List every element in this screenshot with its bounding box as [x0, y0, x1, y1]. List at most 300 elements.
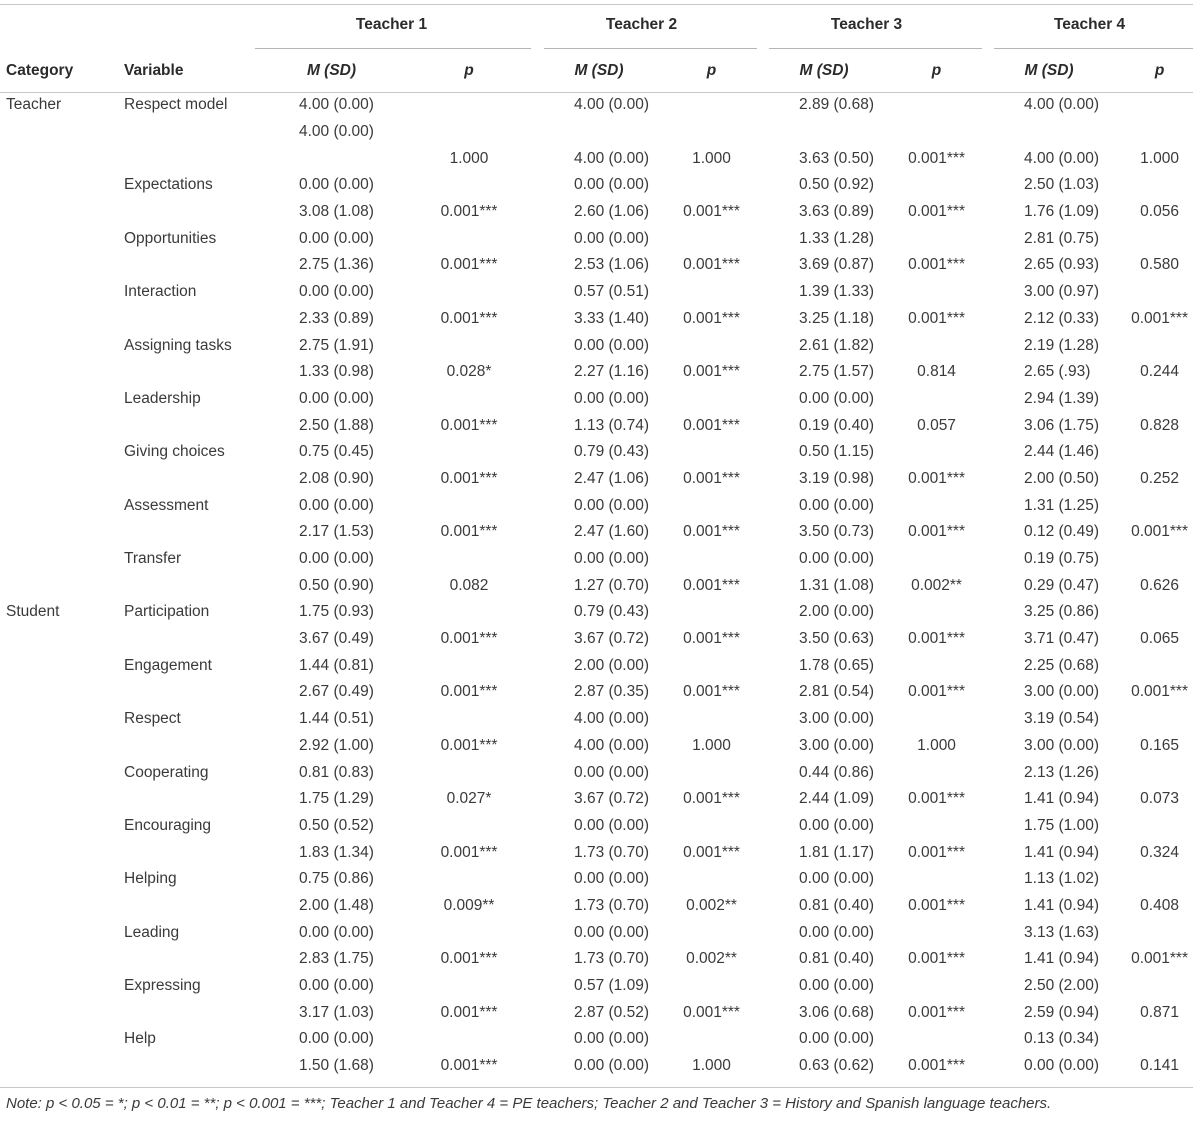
teacher-2-p-cell — [669, 386, 754, 413]
teacher-2-p-cell — [669, 813, 754, 840]
teacher-3-p-cell: 0.057 — [917, 416, 956, 434]
category-cell: Teacher — [6, 96, 62, 114]
table-row — [0, 279, 1200, 306]
teacher-1-p-cell — [409, 546, 529, 573]
teacher-4-p-cell — [1119, 279, 1200, 306]
table-note: Note: p < 0.05 = *; p < 0.01 = **; p < 0.001 = ***; Teacher 1 and Teacher 4 = PE teachers; Teacher 2 and Teacher 3 = History and Spanish language teachers. — [6, 1095, 1052, 1112]
teacher-4-msd-cell: 3.13 (1.63) — [1024, 923, 1100, 941]
teacher-3-msd-cell: 3.06 (0.68) — [799, 1003, 874, 1021]
teacher-2-msd-cell: 0.00 (0.00) — [574, 923, 649, 941]
teacher-2-p-cell — [669, 92, 754, 119]
teacher-3-p-cell — [894, 599, 979, 626]
teacher-4-p-cell: 0.408 — [1140, 896, 1179, 914]
category-cell — [0, 626, 112, 653]
teacher-3-msd-cell: 0.00 (0.00) — [799, 977, 874, 995]
teacher-4-msd-cell: 2.00 (0.50) — [1024, 469, 1100, 487]
teacher-2-p-cell — [669, 706, 754, 733]
teacher-4-p-cell — [1119, 119, 1200, 146]
variable-cell — [112, 252, 254, 279]
teacher-4-p-cell — [1119, 172, 1200, 199]
teacher-2-p-cell — [669, 439, 754, 466]
variable-cell: Respect — [124, 710, 181, 728]
teacher-3-p-cell: 0.001*** — [908, 256, 965, 274]
teacher-1-p-cell: 0.001*** — [440, 736, 498, 754]
teacher-4-msd-cell: 2.94 (1.39) — [1024, 389, 1100, 407]
teacher-3-msd-cell: 3.25 (1.18) — [799, 309, 874, 327]
category-cell — [0, 306, 112, 333]
teacher-2-msd-cell: 4.00 (0.00) — [574, 149, 649, 167]
teacher-3-msd-cell: 3.63 (0.89) — [799, 203, 874, 221]
teacher-2-msd-cell: 0.57 (0.51) — [574, 283, 649, 301]
teacher-4-msd-cell: 1.75 (1.00) — [1024, 816, 1100, 834]
teacher-3-p-cell: 0.814 — [917, 363, 956, 381]
teacher-4-msd-cell: 4.00 (0.00) — [1024, 149, 1100, 167]
teacher-3-p-cell — [894, 332, 979, 359]
teacher-3-msd-cell: 3.69 (0.87) — [799, 256, 874, 274]
variable-cell: Leadership — [124, 389, 201, 407]
teacher-2-msd-cell: 0.00 (0.00) — [574, 1030, 649, 1048]
teacher-2-msd-cell: 0.00 (0.00) — [574, 389, 649, 407]
teacher-1-p-cell: 0.001*** — [440, 523, 498, 541]
teacher-1-msd-cell: 1.44 (0.81) — [299, 656, 374, 674]
variable-cell — [112, 893, 254, 920]
variable-cell — [112, 786, 254, 813]
teacher-4-p-cell: 0.244 — [1140, 363, 1179, 381]
teacher-4-p-cell: 0.141 — [1140, 1057, 1179, 1075]
teacher-4-msd-cell: 0.13 (0.34) — [1024, 1030, 1100, 1048]
teacher-3-p-cell: 0.001*** — [908, 149, 965, 167]
variable-cell — [112, 519, 254, 546]
table-row — [0, 759, 1200, 786]
teacher-3-msd-cell: 2.61 (1.82) — [799, 336, 874, 354]
teacher-2-msd-cell: 2.00 (0.00) — [574, 656, 649, 674]
variable-cell: Transfer — [124, 550, 182, 568]
teacher-2-p-cell: 1.000 — [692, 149, 731, 167]
teacher-4-p-cell — [1119, 759, 1200, 786]
teacher-3-msd-cell: 3.19 (0.98) — [799, 469, 874, 487]
teacher-4-msd-cell: 3.19 (0.54) — [1024, 710, 1100, 728]
category-cell — [0, 1053, 112, 1080]
teacher-4-p-cell — [1119, 973, 1200, 1000]
teacher-2-p-cell: 1.000 — [692, 736, 731, 754]
teacher-4-msd-cell: 2.12 (0.33) — [1024, 309, 1100, 327]
teacher-4-p-cell: 0.580 — [1140, 256, 1179, 274]
variable-cell — [112, 733, 254, 760]
teacher-2-p-cell — [669, 492, 754, 519]
category-cell — [0, 706, 112, 733]
teacher-4-p-cell: 0.056 — [1140, 203, 1179, 221]
teacher-2-msd-cell: 3.67 (0.72) — [574, 630, 649, 648]
variable-cell — [112, 839, 254, 866]
category-cell — [0, 172, 112, 199]
teacher-1-p-cell: 0.001*** — [440, 416, 498, 434]
table-row — [0, 999, 1200, 1026]
teacher-4-msd-cell: 4.00 (0.00) — [1024, 96, 1100, 114]
teacher-2-msd-cell: 3.33 (1.40) — [574, 309, 649, 327]
teacher-2-p-cell: 0.001*** — [683, 309, 740, 327]
teacher-1-msd-cell: 2.83 (1.75) — [299, 950, 374, 968]
variable-cell — [112, 466, 254, 493]
category-cell — [0, 439, 112, 466]
teacher-1-msd-cell: 4.00 (0.00) — [299, 96, 374, 114]
table-row — [0, 492, 1200, 519]
table-row — [0, 225, 1200, 252]
teacher-1-p-cell: 0.001*** — [440, 950, 498, 968]
teacher-1-msd-cell: 0.81 (0.83) — [299, 763, 374, 781]
teacher-1-p-cell — [409, 706, 529, 733]
teacher-1-p-cell — [409, 866, 529, 893]
variable-cell — [112, 572, 254, 599]
teacher-2-msd-cell: 2.47 (1.60) — [574, 523, 649, 541]
teacher-1-p-cell: 0.001*** — [440, 469, 498, 487]
table-row — [0, 706, 1200, 733]
teacher-1-p-cell — [409, 759, 529, 786]
teacher-3-p-cell: 0.001*** — [908, 1057, 965, 1075]
teacher-3-p-cell — [894, 919, 979, 946]
teacher-2-msd-cell: 4.00 (0.00) — [574, 96, 649, 114]
teacher-2-msd-cell: 2.27 (1.16) — [574, 363, 649, 381]
teacher-3-msd-cell: 2.00 (0.00) — [799, 603, 874, 621]
table-row — [0, 813, 1200, 840]
category-cell — [0, 119, 112, 146]
teacher-1-msd-cell: 2.50 (1.88) — [299, 416, 374, 434]
teacher-1-msd-cell: 0.00 (0.00) — [299, 283, 374, 301]
teacher-3-p-cell: 0.001*** — [908, 203, 965, 221]
teacher-4-msd-cell: 0.29 (0.47) — [1024, 576, 1100, 594]
variable-cell: Participation — [124, 603, 210, 621]
category-cell — [0, 999, 112, 1026]
teacher-1-p-cell — [409, 599, 529, 626]
teacher-1-p-cell: 0.001*** — [440, 203, 498, 221]
teacher-3-p-cell: 1.000 — [917, 736, 956, 754]
teacher-3-msd-cell: 0.00 (0.00) — [799, 389, 874, 407]
teacher-4-p-cell: 0.001*** — [1131, 950, 1188, 968]
teacher-4-msd-cell: 1.41 (0.94) — [1024, 843, 1100, 861]
teacher-3-msd-cell: 2.75 (1.57) — [799, 363, 874, 381]
teacher-3-msd-cell: 3.50 (0.73) — [799, 523, 874, 541]
teacher-3-msd-cell: 1.81 (1.17) — [799, 843, 874, 861]
teacher-4-p-cell — [1119, 332, 1200, 359]
teacher-2-p-cell — [669, 119, 754, 146]
teacher-1-p-cell — [409, 386, 529, 413]
category-cell — [0, 466, 112, 493]
teacher-1-p-cell: 0.027* — [446, 790, 492, 808]
table-row — [0, 306, 1200, 333]
table-row — [0, 946, 1200, 973]
teacher-2-p-cell — [669, 866, 754, 893]
teacher-1-msd-cell: 0.00 (0.00) — [299, 176, 374, 194]
variable-cell: Assessment — [124, 496, 209, 514]
teacher-3-p-cell: 0.001*** — [908, 950, 965, 968]
teacher-3-p-cell — [894, 973, 979, 1000]
teacher-1-p-cell — [409, 813, 529, 840]
teacher-3-p-cell — [894, 279, 979, 306]
table-row — [0, 786, 1200, 813]
teacher-1-msd-cell: 3.67 (0.49) — [299, 630, 374, 648]
teacher-1-msd-cell: 0.00 (0.00) — [299, 229, 374, 247]
teacher-1-msd-cell: 0.00 (0.00) — [299, 1030, 374, 1048]
teacher-4-p-cell — [1119, 706, 1200, 733]
teacher-4-p-cell — [1119, 225, 1200, 252]
table-row — [0, 92, 1200, 119]
variable-cell — [112, 199, 254, 226]
teacher-2-msd-cell: 0.00 (0.00) — [574, 176, 649, 194]
teacher-2-p-cell: 0.001*** — [683, 1003, 740, 1021]
teacher-1-msd-cell: 1.44 (0.51) — [299, 710, 374, 728]
teacher-4-msd-cell — [979, 119, 1119, 146]
teacher-2-msd-cell: 0.00 (0.00) — [574, 550, 649, 568]
teacher-4-p-cell: 0.073 — [1140, 790, 1179, 808]
teacher-1-p-cell — [409, 332, 529, 359]
variable-cell: Help — [124, 1030, 156, 1048]
teacher-2-p-cell: 0.001*** — [683, 630, 740, 648]
teacher-1-msd-cell: 0.00 (0.00) — [299, 977, 374, 995]
teacher-4-p-cell: 0.065 — [1140, 630, 1179, 648]
teacher-2-p-header: p — [706, 62, 717, 79]
teacher-1-msd-cell: 1.75 (1.29) — [299, 790, 374, 808]
teacher-4-msd-cell: 2.50 (2.00) — [1024, 977, 1100, 995]
teacher-1-p-cell — [409, 492, 529, 519]
category-cell — [0, 252, 112, 279]
teacher-4-msd-cell: 2.13 (1.26) — [1024, 763, 1100, 781]
variable-cell — [112, 359, 254, 386]
variable-cell: Opportunities — [124, 229, 217, 247]
teacher-3-p-cell — [894, 386, 979, 413]
teacher-4-msd-cell: 0.19 (0.75) — [1024, 550, 1100, 568]
teacher-4-msd-cell: 3.71 (0.47) — [1024, 630, 1100, 648]
teacher-4-msd-cell: 1.31 (1.25) — [1024, 496, 1100, 514]
teacher-2-p-cell: 0.001*** — [683, 790, 740, 808]
teacher-1-p-cell: 1.000 — [449, 149, 489, 167]
teacher-4-p-header: p — [1154, 62, 1165, 79]
category-cell — [0, 279, 112, 306]
teacher-3-p-cell: 0.001*** — [908, 1003, 965, 1021]
category-cell — [0, 412, 112, 439]
table-row — [0, 119, 1200, 146]
teacher-2-p-cell — [669, 225, 754, 252]
teacher-2-msd-cell: 0.00 (0.00) — [574, 870, 649, 888]
table-row — [0, 679, 1200, 706]
table-row — [0, 519, 1200, 546]
teacher-3-msd-cell: 0.50 (1.15) — [799, 443, 874, 461]
teacher-4-msd-cell: 0.00 (0.00) — [1024, 1057, 1100, 1075]
teacher-3-p-cell — [894, 706, 979, 733]
variable-cell — [112, 679, 254, 706]
teacher-4-p-cell: 0.001*** — [1131, 309, 1188, 327]
teacher-1-msd-cell: 0.75 (0.86) — [299, 870, 374, 888]
teacher-1-p-cell — [409, 439, 529, 466]
teacher-3-msd-cell: 1.78 (0.65) — [799, 656, 874, 674]
teacher-1-p-cell — [409, 279, 529, 306]
teacher-2-p-cell: 0.001*** — [683, 576, 740, 594]
teacher-2-p-cell — [669, 919, 754, 946]
teacher-3-p-cell — [894, 1026, 979, 1053]
category-cell — [0, 893, 112, 920]
teacher-4-p-cell: 0.001*** — [1131, 683, 1188, 701]
category-cell — [0, 332, 112, 359]
category-cell — [0, 786, 112, 813]
table-row — [0, 546, 1200, 573]
teacher-2-msd-cell: 2.87 (0.52) — [574, 1003, 649, 1021]
variable-cell — [112, 626, 254, 653]
teacher-4-msd-cell: 0.12 (0.49) — [1024, 523, 1100, 541]
teacher-2-p-cell — [669, 279, 754, 306]
table-row — [0, 919, 1200, 946]
teacher-3-p-cell — [894, 759, 979, 786]
teacher-3-p-cell: 0.002** — [911, 576, 962, 594]
category-cell — [0, 145, 112, 172]
teacher-3-p-cell — [894, 546, 979, 573]
teacher-3-msd-cell: 3.63 (0.50) — [799, 149, 874, 167]
teacher-2-p-cell — [669, 1026, 754, 1053]
category-cell — [0, 519, 112, 546]
teacher-2-p-cell — [669, 172, 754, 199]
teacher-1-p-cell: 0.001*** — [440, 256, 498, 274]
teacher-2-p-cell — [669, 973, 754, 1000]
teacher-2-msd-cell: 0.57 (1.09) — [574, 977, 649, 995]
teacher-2-msd-cell: 4.00 (0.00) — [574, 710, 649, 728]
category-cell: Student — [6, 603, 60, 621]
teacher-2-msd-cell: 1.13 (0.74) — [574, 416, 649, 434]
teacher-2-msd-cell: 0.00 (0.00) — [574, 496, 649, 514]
teacher-1-msd-cell: 2.17 (1.53) — [299, 523, 374, 541]
teacher-4-p-cell — [1119, 866, 1200, 893]
variable-cell — [112, 306, 254, 333]
teacher-1-msd-cell: 1.33 (0.98) — [299, 363, 374, 381]
table-row — [0, 412, 1200, 439]
table-body — [0, 92, 1200, 1079]
teacher-4-msd-cell: 3.00 (0.00) — [1024, 683, 1100, 701]
variable-cell — [112, 145, 254, 172]
teacher-2-p-cell — [669, 332, 754, 359]
table-row — [0, 973, 1200, 1000]
variable-cell: Helping — [124, 870, 177, 888]
teacher-3-msd-cell: 3.00 (0.00) — [799, 710, 874, 728]
teacher-3-p-cell: 0.001*** — [908, 896, 965, 914]
teacher-3-msd-cell: 2.89 (0.68) — [799, 96, 874, 114]
teacher-3-msd-cell: 3.50 (0.63) — [799, 630, 874, 648]
table-row — [0, 733, 1200, 760]
teacher-4-msd-cell: 3.00 (0.97) — [1024, 283, 1100, 301]
teacher-4-msd-cell: 3.00 (0.00) — [1024, 736, 1100, 754]
teacher-1-msd-cell: 0.75 (0.45) — [299, 443, 374, 461]
category-cell — [0, 359, 112, 386]
teacher-3-msd-cell: 2.44 (1.09) — [799, 790, 874, 808]
teacher-2-p-cell: 0.001*** — [683, 843, 740, 861]
variable-cell: Respect model — [124, 96, 228, 114]
category-cell — [0, 759, 112, 786]
variable-cell: Interaction — [124, 283, 197, 301]
teacher-4-msd-cell: 3.25 (0.86) — [1024, 603, 1100, 621]
teacher-3-p-header: p — [931, 62, 942, 79]
teacher-1-p-cell: 0.001*** — [440, 1003, 498, 1021]
teacher-4-msd-cell: 2.59 (0.94) — [1024, 1003, 1100, 1021]
teacher-1-p-cell: 0.001*** — [440, 683, 498, 701]
column-header-row — [0, 50, 1200, 92]
teacher-3-msd-cell — [754, 119, 894, 146]
variable-cell: Expectations — [124, 176, 213, 194]
teacher-2-msd-cell: 0.00 (0.00) — [574, 816, 649, 834]
teacher-2-msd-cell: 2.87 (0.35) — [574, 683, 649, 701]
teacher-3-p-cell — [894, 492, 979, 519]
teacher-4-p-cell: 0.871 — [1140, 1003, 1179, 1021]
teacher-4-msd-cell: 2.44 (1.46) — [1024, 443, 1100, 461]
teacher-2-msd-cell: 1.73 (0.70) — [574, 843, 649, 861]
teacher-2-p-cell: 0.001*** — [683, 523, 740, 541]
teacher-2-p-cell: 1.000 — [692, 1057, 731, 1075]
teacher-1-p-cell: 0.009** — [443, 896, 495, 914]
variable-cell: Engagement — [124, 656, 212, 674]
teacher-3-msd-cell: 1.31 (1.08) — [799, 576, 874, 594]
teacher-4-msd-cell: 1.41 (0.94) — [1024, 790, 1100, 808]
teacher-2-p-cell: 0.001*** — [683, 469, 740, 487]
teacher-3-p-cell: 0.001*** — [908, 309, 965, 327]
teacher-1-msd-cell: 2.08 (0.90) — [299, 469, 374, 487]
teacher-2-p-cell: 0.002** — [686, 950, 737, 968]
teacher-3-p-cell: 0.001*** — [908, 843, 965, 861]
category-cell — [0, 572, 112, 599]
teacher-3-msd-cell: 0.00 (0.00) — [799, 550, 874, 568]
teacher-2-msd-cell: 0.00 (0.00) — [574, 763, 649, 781]
table-row — [0, 626, 1200, 653]
category-cell — [0, 839, 112, 866]
teacher-1-msd-cell: 2.67 (0.49) — [299, 683, 374, 701]
teacher-1-p-cell: 0.082 — [449, 576, 489, 594]
teacher-4-p-cell — [1119, 439, 1200, 466]
category-cell — [0, 546, 112, 573]
teacher-3-msd-cell: 0.50 (0.92) — [799, 176, 874, 194]
teacher-4-msd-cell: 2.81 (0.75) — [1024, 229, 1100, 247]
teacher-2-msd-cell: 2.47 (1.06) — [574, 469, 649, 487]
category-cell — [0, 679, 112, 706]
teacher-1-msd-cell: 0.50 (0.90) — [299, 576, 374, 594]
variable-header: Variable — [124, 62, 184, 79]
teacher-3-msd-cell: 1.33 (1.28) — [799, 229, 874, 247]
teacher-3-header: Teacher 3 — [830, 16, 903, 33]
teacher-1-msd-cell: 0.50 (0.52) — [299, 816, 374, 834]
teacher-4-msd-cell: 2.65 (0.93) — [1024, 256, 1100, 274]
teacher-2-p-cell: 0.001*** — [683, 416, 740, 434]
teacher-1-p-cell — [409, 919, 529, 946]
teacher-2-msd-cell: 1.73 (0.70) — [574, 896, 649, 914]
teacher-4-header: Teacher 4 — [1053, 16, 1126, 33]
teacher-4-msd-cell: 1.41 (0.94) — [1024, 950, 1100, 968]
teacher-4-p-cell — [1119, 652, 1200, 679]
table-row — [0, 359, 1200, 386]
teacher-1-header: Teacher 1 — [355, 16, 428, 33]
teacher-1-p-cell: 0.001*** — [440, 309, 498, 327]
category-header: Category — [6, 62, 74, 79]
teacher-3-p-cell — [894, 119, 979, 146]
table-row — [0, 172, 1200, 199]
teacher-2-p-cell: 0.002** — [686, 896, 737, 914]
teacher-1-msd-cell: 4.00 (0.00) — [299, 123, 374, 141]
teacher-3-msd-cell: 3.00 (0.00) — [799, 736, 874, 754]
category-cell — [0, 225, 112, 252]
teacher-3-p-cell — [894, 866, 979, 893]
teacher-4-p-cell — [1119, 386, 1200, 413]
teacher-2-msd-cell: 0.00 (0.00) — [574, 229, 649, 247]
teacher-1-msd-cell: 0.00 (0.00) — [299, 496, 374, 514]
teacher-4-p-cell: 1.000 — [1140, 149, 1179, 167]
teacher-1-p-cell: 0.001*** — [440, 1057, 498, 1075]
table-row — [0, 893, 1200, 920]
teacher-2-p-cell: 0.001*** — [683, 363, 740, 381]
teacher-3-p-cell: 0.001*** — [908, 683, 965, 701]
table-row — [0, 145, 1200, 172]
teacher-2-p-cell — [669, 599, 754, 626]
variable-cell: Assigning tasks — [124, 336, 232, 354]
